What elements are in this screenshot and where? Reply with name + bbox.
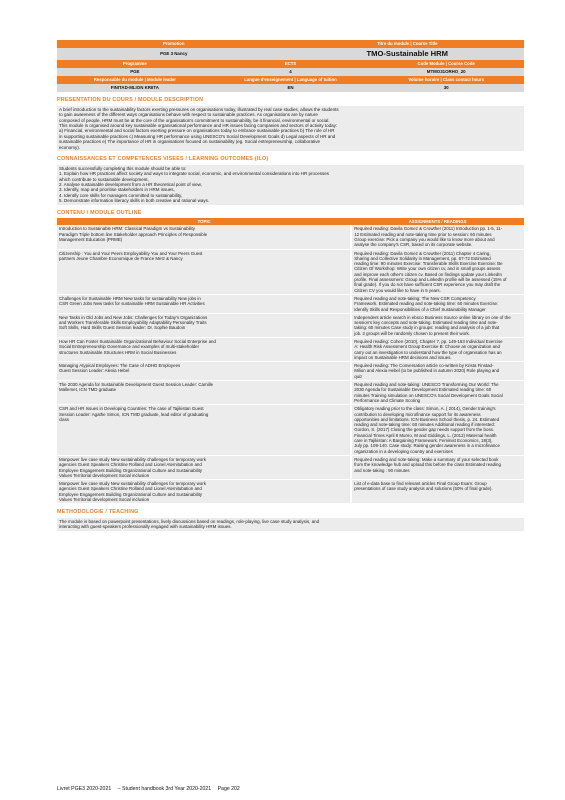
topic-line: Employee Engagement Building Organizational Culture and Sustainability <box>59 467 203 473</box>
topic-line: Session Leader: Agathe Simon, ICN TMD graduate, lead editor of graduating <box>59 411 209 417</box>
responsable-value: FINITAD-MLION KRIITA <box>57 84 213 92</box>
topic-line: Citizenship : You and Your Peers Employability You and Your Peers Guest <box>59 250 203 256</box>
outline-assignment-cell <box>351 225 524 249</box>
assignment-line: quiz <box>354 373 363 379</box>
outline-body <box>57 225 524 503</box>
outline-assignment-cell <box>351 294 524 313</box>
assignment-line: Identify Skills and Responsibilities of a Chief Sustainability Manager <box>354 306 486 312</box>
presentation-line: sustainable practices e) The importance of HR in organisations focused on sustainability (eg. Social entrepreneurship, collaborative <box>59 139 321 145</box>
assignment-line: List of e-data base to find relevant articles Final Group Exam: Group <box>354 481 487 487</box>
outline-topic-cell <box>57 294 351 313</box>
outline-assignment-cell <box>351 480 524 504</box>
assignment-line: and improve each other's citizen cv. Based on findings update your LinkedIn <box>354 271 502 277</box>
methodology-line: interacting with guest-speakers professionally engaged with sustainability HRM issues. <box>59 524 232 530</box>
outline-topic-cell <box>57 249 351 294</box>
assignment-line: Framework. Estimated reading and note-taking time: 60 minutes Exercise: <box>354 301 499 307</box>
outline-assignment-cell <box>351 313 524 337</box>
responsable-label: Responsable du module | Module leader <box>57 76 213 84</box>
outline-topic-cell <box>57 480 351 504</box>
assignment-line: final grade). If you do not have sufficient CSR experience you may draft the <box>354 282 501 288</box>
assignment-line: Required reading and note-taking: Make a summary of your selected book <box>354 456 499 462</box>
topic-line: Paradigm Triple bottom line Stakeholder approach Principles of Responsible <box>59 231 208 237</box>
assignment-line: minutes Training simulation on UNESCO's Social Development Goals Social <box>354 392 503 398</box>
topic-line: CSR and HR Issues in Developing Countries: The case of Tajikistan Guest <box>59 406 204 412</box>
assignment-line: Obligatory reading prior to the class: Simon, A. ( 2014), Gender training's <box>354 406 496 412</box>
topic-column-header: TOPIC <box>57 218 351 225</box>
header-row-labels-1 <box>57 40 524 48</box>
topic-line: Challenges for Sustainable HRM New tasks for sustainability New jobs in <box>59 295 201 301</box>
header-row-values-2 <box>57 68 524 76</box>
assignment-line: Performance and Climate Scoring <box>354 397 421 403</box>
presentation-line: This module is organised around key sustainable organisational performance and HR issues facing companies and sectors of activity today: <box>59 122 338 128</box>
topic-line: structures Sustainable Structures HRM in Social Businesses <box>59 349 177 355</box>
title-label: Titre du module | Course Title <box>291 40 525 48</box>
assignment-line: profile. Final assessment: Group and LinkedIn profile will be assessed (15% of <box>354 277 507 283</box>
assignment-line: Independent article search in ebsco Business Source online library on one of the <box>354 314 511 320</box>
methodology-heading: METHODOLOGIE / TEACHING <box>57 509 139 516</box>
assignment-line: Citizen CV you would like to have in 5 years. <box>354 287 441 293</box>
competences-line: 1. Explain how HR practices affect society and ways to integrate social, economic, and environmental considerations into HR processes <box>59 171 330 177</box>
topic-line: The 2030 Agenda for Sustainable Development Guest Session Leader: Camille <box>59 382 214 388</box>
outline-row <box>57 362 524 381</box>
outline-topic-cell <box>57 455 351 479</box>
assignment-line: Required reading and note-taking: The New CSR Competency <box>354 295 476 301</box>
outline-header-row <box>57 218 524 225</box>
promotion-label: Promotion <box>57 40 291 48</box>
presentation-line: in supporting sustainable practices c) Measuring HR performance using UNESCO's Social Development Goals d) Legal aspects of HR and <box>59 133 336 139</box>
outline-row <box>57 405 524 456</box>
topic-line: New Tasks in Old Jobs and New Jobs: Challenges for Today's Organizations <box>59 314 208 320</box>
competences-text <box>57 165 524 205</box>
assignment-line: reading and note-taking time: 60 minutes Additional reading if interested: <box>354 422 496 428</box>
presentation-line: economy). <box>59 144 81 150</box>
assignment-line: Sharing and Collective Solidarity in Management, pp. 57-72 Estimated <box>354 255 491 261</box>
topic-line: Soft Skills, Hard Skills Guest Session leader: Dr. Sophie Baudoin <box>59 325 186 331</box>
topic-line: agencies Guest Speakers Christine Rolland and Lionel Atemitubation and <box>59 462 202 468</box>
topic-line: Social Entrepreneurship Governance and examples of multi-stakeholder <box>59 344 200 350</box>
outline-topic-cell <box>57 405 351 456</box>
topic-line: Values Territorial development Social inclusion <box>59 497 150 502</box>
assignment-line: analyse the company's CSR, based on its corporate website. <box>354 242 473 248</box>
methodology-line: The module is based on powerpoint presentations, lively discussions based on readings, role-playing, live case study analysis, and <box>59 519 320 525</box>
topic-line: Guest Session Leader: Alexia Hebel <box>59 368 130 374</box>
assignment-line: contribution to developing microfinance support for its awareness <box>354 411 481 417</box>
footer-page: Page 202 <box>217 786 240 792</box>
outline-table <box>57 218 524 504</box>
assignment-line: 2030 Agenda for Sustainable Development Estimated reading time: 60 <box>354 387 492 393</box>
outline-assignment-cell <box>351 337 524 361</box>
presentation-heading: PRESENTATION DU COURS / MODULE DESCRIPTION <box>57 97 204 103</box>
assignment-line: Citizen Of Workshop: Write your own citizen cv, and in small groups assess <box>354 266 501 272</box>
assignment-line: Group exercise: Pick a company you would like to know more about and <box>354 236 495 242</box>
outline-assignment-cell <box>351 455 524 479</box>
competences-line: which contribute to sustainable development, <box>59 176 149 182</box>
outline-row <box>57 455 524 479</box>
assignment-line: July pp. 109-140. Case study: Raising gender awareness in a microfinance <box>354 443 500 449</box>
page-footer <box>57 786 245 793</box>
topic-line: Manpower live case study New sustainability challenges for temporary work <box>59 481 206 487</box>
outline-row <box>57 337 524 361</box>
assignment-line: 12 Estimated reading and note-taking time prior to session: 60 minutes <box>354 231 492 237</box>
presentation-line: to gain awareness of the different ways organisations behave with respect to sustainable practices. As organisations are by nature <box>59 112 318 118</box>
outline-topic-cell <box>57 362 351 381</box>
langue-value: EN <box>213 84 369 92</box>
course-sheet <box>57 40 524 531</box>
outline-assignment-cell <box>351 249 524 294</box>
outline-topic-cell <box>57 381 351 405</box>
code-value: MTMO31ORHO_20 <box>368 68 524 76</box>
assignment-line: organization in a developing country and exercises <box>354 448 453 454</box>
competences-heading: CONNAISSANCES ET COMPETENCES VISEES / LEARNING OUTCOMES (ILO) <box>57 156 269 162</box>
assignment-line: from the knowledge hub and upload this before the class Estimated reading <box>354 462 501 468</box>
assignment-line: Gordon, S. (2017) Closing the gender gap needs support from the boss. <box>354 427 495 433</box>
competences-line: 5. Demonstrate information literacy skills in both creative and rational ways. <box>59 198 210 204</box>
assignment-line: opportunities and limitations. ICN Business School thesis, p. 24. Estimated <box>354 416 500 422</box>
assignment-line: presentations of case study analysis and solutions (50% of final grade). <box>354 486 493 492</box>
outline-assignment-cell <box>351 405 524 456</box>
assignment-line: Required reading: The Conversation article co-written by Krista Finstad- <box>354 363 494 369</box>
competences-line: 2. Analyse sustainable development from a HR theoretical point of view, <box>59 181 202 187</box>
assignment-line: impact on Sustainable HRM decisions and issues. <box>354 354 452 360</box>
outline-topic-cell <box>57 313 351 337</box>
assignment-line: A: Health Risk Assessment Group Exercise B: Choose an organization and <box>354 344 500 350</box>
assignment-line: reading time: 90 minutes Exercise: Transferable Skills Exercise Exercise: Be <box>354 261 503 267</box>
outline-row <box>57 313 524 337</box>
presentation-line: a) Financial, environmental and social factors exerting pressure on organisations today to embrace sustainable practices b) The role of HR <box>59 128 335 134</box>
langue-label: Langue d'enseignement | Language of tuition <box>213 76 369 84</box>
assignment-line: Required reading and note-taking: UNESCO Transforming Our World: The <box>354 382 499 388</box>
programme-value: PGE <box>57 68 213 76</box>
outline-topic-cell <box>57 225 351 249</box>
assignment-line: Financial Times April 8 Munro, M and Giddings, L. (2012) Maternal health <box>354 432 497 438</box>
competences-line: 3. Identify, map and prioritise stakeholders in HRM issues, <box>59 187 175 193</box>
promotion-value: PGE 3 Nancy <box>57 48 291 60</box>
presentation-line: composed of people, HRM must be at the core of the organisation's commitment to sustainability, be it financial, environmental or social. <box>59 117 330 123</box>
assignment-line: carry out an investigation to understand how the type of organisation has an <box>354 349 502 355</box>
topic-line: and Workers Transferable Skills Employability Adaptability Personality Traits <box>59 320 207 326</box>
presentation-line: A brief introduction to the sustainability factors exerting pressures on organisations today, illustrated by real case studies, allows the students <box>59 106 339 112</box>
topic-line: Manpower live case study New sustainability challenges for temporary work <box>59 456 206 462</box>
footer-doc: Livret PGE3 2020-2021 <box>57 786 112 792</box>
topic-line: class <box>59 416 70 422</box>
topic-line: Management Education (PRME) <box>59 236 123 242</box>
topic-line: Values Territorial development Social inclusion <box>59 472 150 478</box>
volume-label: Volume horaire | Class contact hours <box>368 76 524 84</box>
header-row-values-3 <box>57 84 524 92</box>
assignment-line: Required reading: Davila Gomez & Crowther (2011) Chapter 4 Caring, <box>354 250 491 256</box>
assignment-line: session's key concepts and note-taking. Estimated reading time and note- <box>354 320 498 326</box>
assignment-line: and note-taking : 90 minutes <box>354 467 410 473</box>
competences-line: Students successfully completing this module should be able to: <box>59 165 187 171</box>
outline-row <box>57 294 524 313</box>
competences-line: 4. Identify core skills for managers committed to sustainability, <box>59 192 183 198</box>
topic-line: Introduction to Sustainable HRM: Classical Paradigm vs Sustainability <box>59 226 195 232</box>
assignment-line: Milion and Alexia Hebel (to be published in autumn 2020) Role playing and <box>354 368 500 374</box>
topic-line: agencies Guest Speakers Christine Rolland and Lionel Atemitubation and <box>59 486 202 492</box>
outline-topic-cell <box>57 337 351 361</box>
methodology-text <box>57 518 524 531</box>
topic-line: How HR Can Foster Sustainable Organizational Behaviour Social Enterprise and <box>59 338 216 344</box>
header-row-values-1 <box>57 48 524 60</box>
presentation-text <box>57 106 524 151</box>
assignment-line: care in Tajikistan: A Bargaining Framework. Feminist Economics, 18(3), <box>354 438 493 444</box>
topic-line: Employee Engagement Building Organizational Culture and Sustainability <box>59 491 203 497</box>
header-row-labels-3 <box>57 76 524 84</box>
ects-label: ECTS <box>213 60 369 68</box>
ects-value: 4 <box>213 68 369 76</box>
header-row-labels-2 <box>57 60 524 68</box>
topic-line: Mallemet, ICN TMD graduate <box>59 387 117 393</box>
topic-line: Managing Atypical Employees: The Case of ADHD Employees <box>59 363 181 369</box>
assignment-line: Required reading: Cohen (2010), Chapter 7, pp. 149-163 Individual Exercise <box>354 338 503 344</box>
outline-row <box>57 381 524 405</box>
outline-row <box>57 225 524 249</box>
assignments-column-header: ASSIGNMENTS / READINGS <box>351 218 524 225</box>
outline-heading: CONTENU / MODULE OUTLINE <box>57 209 142 216</box>
assignment-line: taking: 60 minutes Case study in groups: reading and analysis of a job that <box>354 325 500 331</box>
outline-row <box>57 249 524 294</box>
assignment-line: job. 2 groups will be randomly chosen to present their work. <box>354 330 470 336</box>
outline-assignment-cell <box>351 362 524 381</box>
outline-row <box>57 480 524 504</box>
topic-line: CSR Green Jobs New tasks for sustainable HRM Sustainable HR Activities <box>59 301 205 307</box>
code-label: Code Module | Course Code <box>368 60 524 68</box>
assignment-line: Required reading: Davila Gomez & Crowther (2011) Introduction pp. 1-5, 11- <box>354 226 503 232</box>
topic-line: partners Jeune Chambre Economique de France Metz & Nancy <box>59 255 183 261</box>
volume-value: 30 <box>368 84 524 92</box>
footer-handbook: – Student handbook 3rd Year 2020-2021 <box>117 786 212 792</box>
outline-assignment-cell <box>351 381 524 405</box>
programme-label: Programme <box>57 60 213 68</box>
course-title: TMO-Sustainable HRM <box>291 48 525 60</box>
